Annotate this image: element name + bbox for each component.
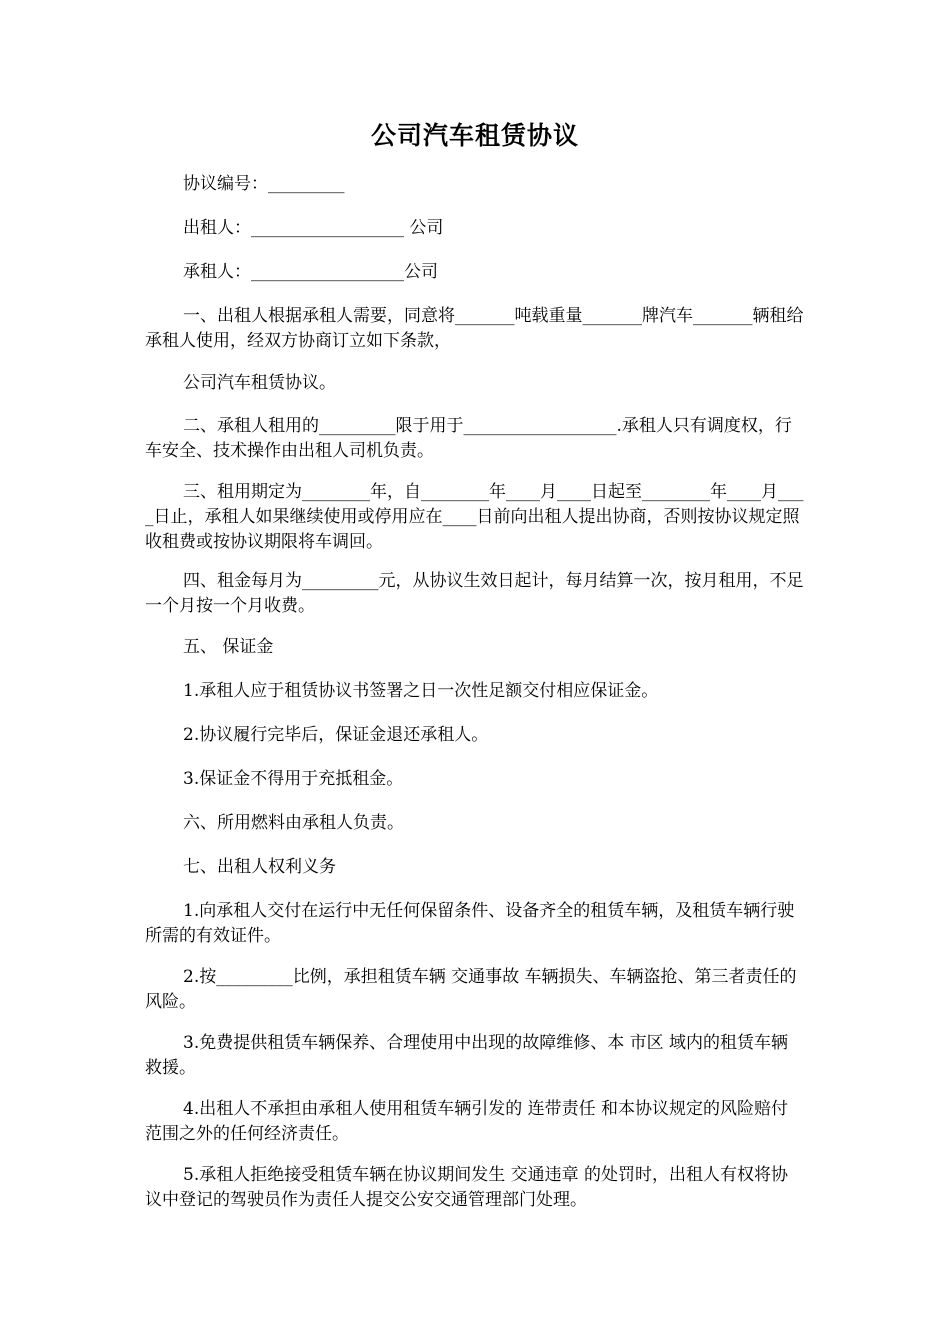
clause-5-heading: 五、 保证金 (183, 637, 274, 657)
clause-7-item-5: 5.承租人拒绝接受租赁车辆在协议期间发生 交通违章 的处罚时，出租人有权将协议中登记的驾驶员作为责任人提交公安交通管理部门处理。 (145, 1165, 789, 1210)
lessee-line: 承租人：__________________公司 (183, 262, 438, 282)
clause-4: 四、租金每月为_________元，从协议生效日起计，每月结算一次，按月租用，不足一个月按一个月收费。 (145, 571, 804, 616)
clause-5-item-3: 3.保证金不得用于充抵租金。 (183, 769, 404, 789)
clause-7-item-1: 1.向承租人交付在运行中无任何保留条件、设备齐全的租赁车辆，及租赁车辆行驶所需的有效证件。 (145, 901, 795, 946)
clause-7-item-4: 4.出租人不承担由承租人使用租赁车辆引发的 连带责任 和本协议规定的风险赔付范围之外的任何经济责任。 (145, 1099, 789, 1144)
clause-6: 六、所用燃料由承租人负责。 (183, 813, 404, 833)
clause-2: 二、承租人租用的_________限于用于__________________.承租人只有调度权，行车安全、技术操作由出租人司机负责。 (145, 416, 792, 461)
clause-7-item-2: 2.按_________比例，承担租赁车辆 交通事故 车辆损失、车辆盗抢、第三者责任的风险。 (145, 967, 797, 1012)
clause-3: 三、租用期定为________年，自________年____月____日起至________年____月____日止，承租人如果继续使用或停用应在____日前向出租人提出协商，否则按协议规定照收租费或按协议期限将车调回。 (145, 482, 804, 552)
document-title: 公司汽车租赁协议 (370, 121, 579, 150)
lessor-line: 出租人：__________________ 公司 (183, 218, 444, 238)
clause-7-item-3: 3.免费提供租赁车辆保养、合理使用中出现的故障维修、本 市区 域内的租赁车辆救援。 (145, 1033, 789, 1078)
clause-5-item-2: 2.协议履行完毕后，保证金退还承租人。 (183, 725, 489, 745)
agreement-number: 协议编号：_________ (183, 174, 345, 194)
clause-7-heading: 七、出租人权利义务 (183, 857, 336, 877)
clause-5-item-1: 1.承租人应于租赁协议书签署之日一次性足额交付相应保证金。 (183, 681, 659, 701)
clause-1: 一、出租人根据承租人需要，同意将_______吨载重量_______牌汽车_______辆租给承租人使用，经双方协商订立如下条款， (145, 306, 804, 351)
clause-title-repeat: 公司汽车租赁协议。 (183, 373, 336, 393)
